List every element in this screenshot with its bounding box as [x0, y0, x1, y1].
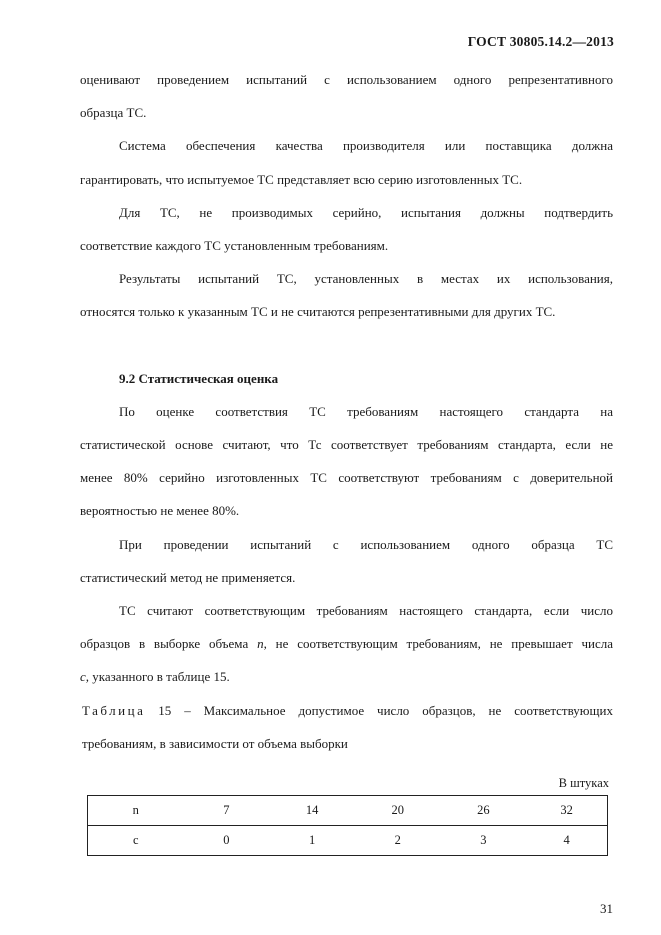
text-span: , не соответствующим требованиям, не превышает числа — [263, 636, 613, 652]
table-units: В штуках — [558, 776, 609, 790]
table-caption — [80, 694, 613, 727]
table-cell: c — [88, 826, 184, 856]
variable-n: n — [257, 636, 264, 652]
table-cell: 32 — [526, 796, 607, 826]
paragraph-line: образца ТС. — [80, 105, 147, 121]
table-caption-label: Таблица — [82, 702, 146, 718]
document-header: ГОСТ 30805.14.2—2013 — [467, 34, 614, 49]
text-span: указанного в таблице 15. — [89, 669, 230, 685]
paragraph-line: гарантировать, что испытуемое ТС представляет всю серию изготовленных ТС. — [80, 171, 523, 187]
sample-table — [87, 795, 608, 856]
table-cell: 4 — [526, 826, 607, 856]
text-span: образцов в выборке объема — [80, 636, 258, 652]
table-cell: 0 — [184, 826, 270, 856]
paragraph-line: Для ТС, не производимых серийно, испытания должны подтвердить — [119, 204, 613, 220]
paragraph-line: При проведении испытаний с использованием одного образца ТС — [119, 536, 613, 552]
paragraph-line: соответствие каждого ТС установленным требованиям. — [80, 238, 389, 254]
table-cell: 2 — [355, 826, 441, 856]
paragraph-line — [80, 660, 613, 693]
table-cell: 26 — [441, 796, 527, 826]
paragraph-line: менее 80% серийно изготовленных ТС соответствуют требованиям с доверительной — [80, 470, 613, 486]
table-caption-line2: требованиям, в зависимости от объема выборки — [82, 735, 348, 751]
table-cell: 14 — [269, 796, 355, 826]
table-cell: 7 — [184, 796, 270, 826]
paragraph-line: По оценке соответствия ТС требованиям настоящего стандарта на — [119, 403, 613, 419]
table-row — [88, 796, 608, 826]
paragraph-line: статистической основе считают, что Тс соответствует требованиям стандарта, если не — [80, 437, 613, 453]
variable-c: c, — [80, 669, 90, 685]
paragraph-line: относятся только к указанным ТС и не считаются репрезентативными для других ТС. — [80, 304, 556, 320]
paragraph-line: оценивают проведением испытаний с использованием одного репрезентативного — [80, 72, 613, 87]
table-cell: 1 — [269, 826, 355, 856]
table-row — [88, 826, 608, 856]
document-body — [80, 63, 613, 760]
page-number: 31 — [600, 901, 613, 916]
section-heading: 9.2 Статистическая оценка — [119, 370, 279, 386]
paragraph-line: статистический метод не применяется. — [80, 569, 296, 585]
table-cell: n — [88, 796, 184, 826]
paragraph-line: Система обеспечения качества производителя или поставщика должна — [119, 138, 613, 154]
paragraph-line: ТС считают соответствующим требованиям настоящего стандарта, если число — [119, 603, 613, 619]
table-caption-text: 15 – Максимальное допустимое число образцов, не соответствующих — [145, 702, 613, 718]
paragraph-line — [80, 627, 613, 660]
paragraph-line: вероятностью не менее 80%. — [80, 503, 240, 519]
table-cell: 20 — [355, 796, 441, 826]
table-cell: 3 — [441, 826, 527, 856]
paragraph-line: Результаты испытаний ТС, установленных в местах их использования, — [119, 271, 613, 287]
